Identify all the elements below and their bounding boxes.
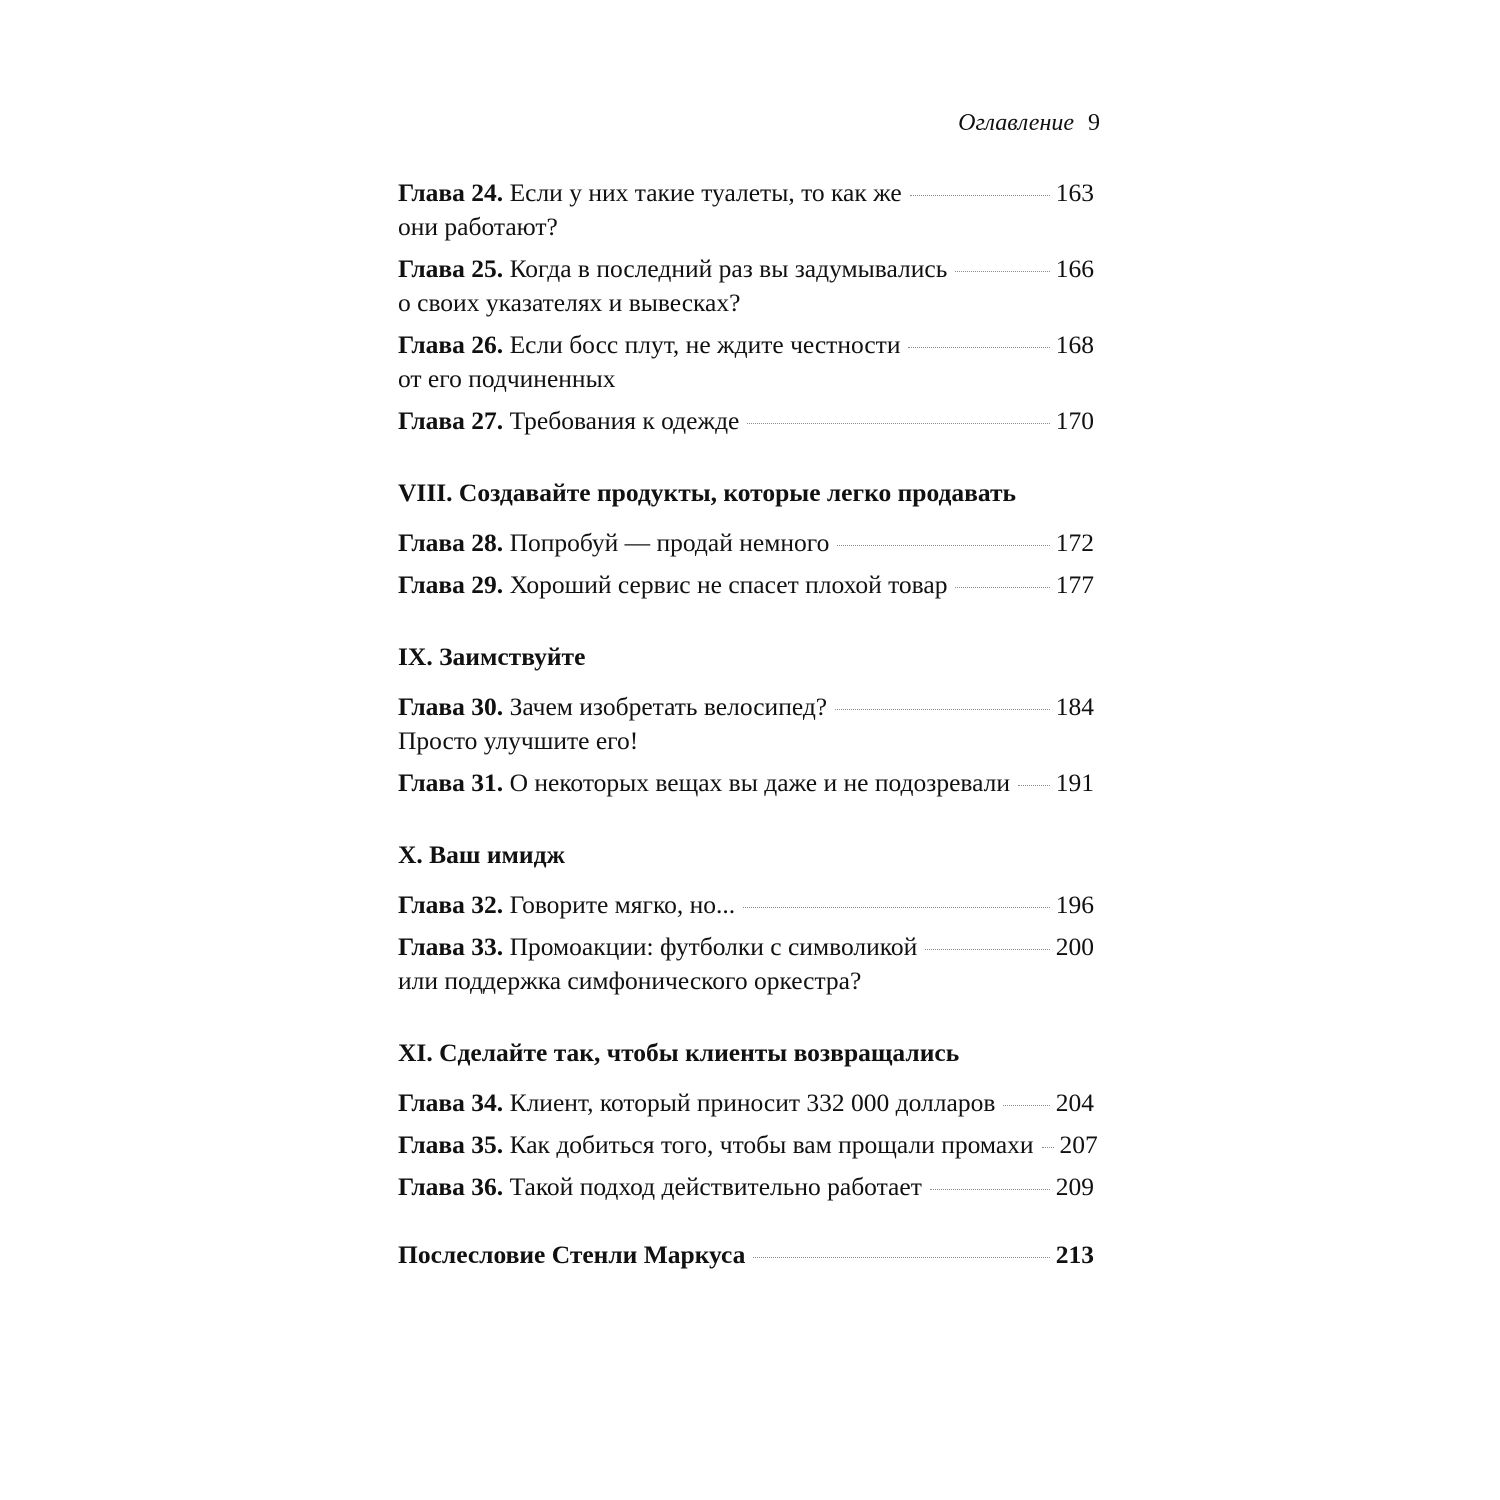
dot-leader (925, 949, 1050, 950)
toc-entry-chapter-26 (398, 328, 1094, 396)
chapter-page: 196 (1055, 890, 1094, 919)
chapter-page: 170 (1055, 406, 1094, 435)
chapter-title: Клиент, который приносит 332 000 долларов (509, 1088, 996, 1117)
page-number: 9 (1088, 110, 1100, 136)
chapter-title: Зачем изобретать велосипед? (509, 692, 828, 721)
dot-leader (1003, 1105, 1049, 1106)
toc-entry-chapter-25 (398, 252, 1094, 320)
toc-entry-chapter-32 (398, 888, 1094, 922)
chapter-title: Говорите мягко, но... (509, 890, 736, 919)
dot-leader (1018, 785, 1050, 786)
chapter-title: Хороший сервис не спасет плохой товар (509, 570, 948, 599)
chapter-title: Когда в последний раз вы задумывались (509, 254, 948, 283)
toc-entry-chapter-33 (398, 930, 1094, 998)
chapter-title-continuation: они работают? (398, 212, 558, 241)
chapter-page: 163 (1055, 178, 1094, 207)
chapter-label: Глава 24. (398, 178, 504, 207)
dot-leader (930, 1189, 1050, 1190)
toc-entry-chapter-31 (398, 766, 1094, 800)
dot-leader (753, 1257, 1049, 1258)
afterword-title: Послесловие Стенли Маркуса (398, 1240, 746, 1269)
dot-leader (837, 545, 1049, 546)
chapter-label: Глава 32. (398, 890, 504, 919)
dot-leader (747, 423, 1049, 424)
dot-leader (1042, 1147, 1054, 1148)
chapter-label: Глава 33. (398, 932, 504, 961)
toc-entry-chapter-30 (398, 690, 1094, 758)
chapter-label: Глава 28. (398, 528, 504, 557)
toc-entry-chapter-24 (398, 176, 1094, 244)
toc-entry-chapter-27 (398, 404, 1094, 438)
part-heading-viii: VIII. Создавайте продукты, которые легко продавать (398, 478, 1016, 507)
dot-leader (908, 347, 1049, 348)
chapter-page: 177 (1055, 570, 1094, 599)
chapter-page: 200 (1055, 932, 1094, 961)
chapter-title: О некоторых вещах вы даже и не подозревали (509, 768, 1010, 797)
part-heading-x: X. Ваш имидж (398, 840, 565, 869)
toc-entry-chapter-28 (398, 526, 1094, 560)
chapter-title: Если босс плут, не ждите честности (509, 330, 901, 359)
chapter-title: Если у них такие туалеты, то как же (509, 178, 902, 207)
chapter-label: Глава 29. (398, 570, 504, 599)
chapter-title: Попробуй — продай немного (509, 528, 830, 557)
chapter-title-continuation: о своих указателях и вывесках? (398, 288, 741, 317)
toc-entry-chapter-34 (398, 1086, 1094, 1120)
chapter-label: Глава 35. (398, 1130, 504, 1159)
chapter-page: 166 (1055, 254, 1094, 283)
chapter-page: 207 (1059, 1130, 1098, 1159)
chapter-page: 168 (1055, 330, 1094, 359)
table-of-contents (398, 176, 1098, 1280)
toc-entry-chapter-36 (398, 1170, 1094, 1204)
dot-leader (743, 907, 1050, 908)
chapter-label: Глава 30. (398, 692, 504, 721)
chapter-title: Требования к одежде (509, 406, 740, 435)
chapter-label: Глава 27. (398, 406, 504, 435)
chapter-label: Глава 25. (398, 254, 504, 283)
chapter-page: 191 (1055, 768, 1094, 797)
dot-leader (910, 195, 1050, 196)
afterword-page: 213 (1055, 1240, 1094, 1269)
chapter-title: Промоакции: футболки с символикой (509, 932, 918, 961)
dot-leader (835, 709, 1050, 710)
chapter-page: 172 (1055, 528, 1094, 557)
chapter-label: Глава 36. (398, 1172, 504, 1201)
chapter-label: Глава 26. (398, 330, 504, 359)
chapter-title: Как добиться того, чтобы вам прощали промахи (509, 1130, 1034, 1159)
chapter-title-continuation: Просто улучшите его! (398, 726, 639, 755)
toc-entry-chapter-35 (398, 1128, 1098, 1162)
chapter-page: 184 (1055, 692, 1094, 721)
toc-entry-chapter-29 (398, 568, 1094, 602)
part-heading-ix: IX. Заимствуйте (398, 642, 586, 671)
chapter-page: 209 (1055, 1172, 1094, 1201)
dot-leader (955, 271, 1049, 272)
toc-entry-afterword (398, 1238, 1094, 1272)
chapter-label: Глава 31. (398, 768, 504, 797)
part-heading-xi: XI. Сделайте так, чтобы клиенты возвращались (398, 1038, 960, 1067)
chapter-title: Такой подход действительно работает (509, 1172, 922, 1201)
running-head-title: Оглавление (958, 110, 1074, 136)
chapter-label: Глава 34. (398, 1088, 504, 1117)
running-head (958, 108, 1100, 138)
chapter-title-continuation: от его подчиненных (398, 364, 616, 393)
chapter-page: 204 (1055, 1088, 1094, 1117)
chapter-title-continuation: или поддержка симфонического оркестра? (398, 966, 862, 995)
dot-leader (955, 587, 1049, 588)
